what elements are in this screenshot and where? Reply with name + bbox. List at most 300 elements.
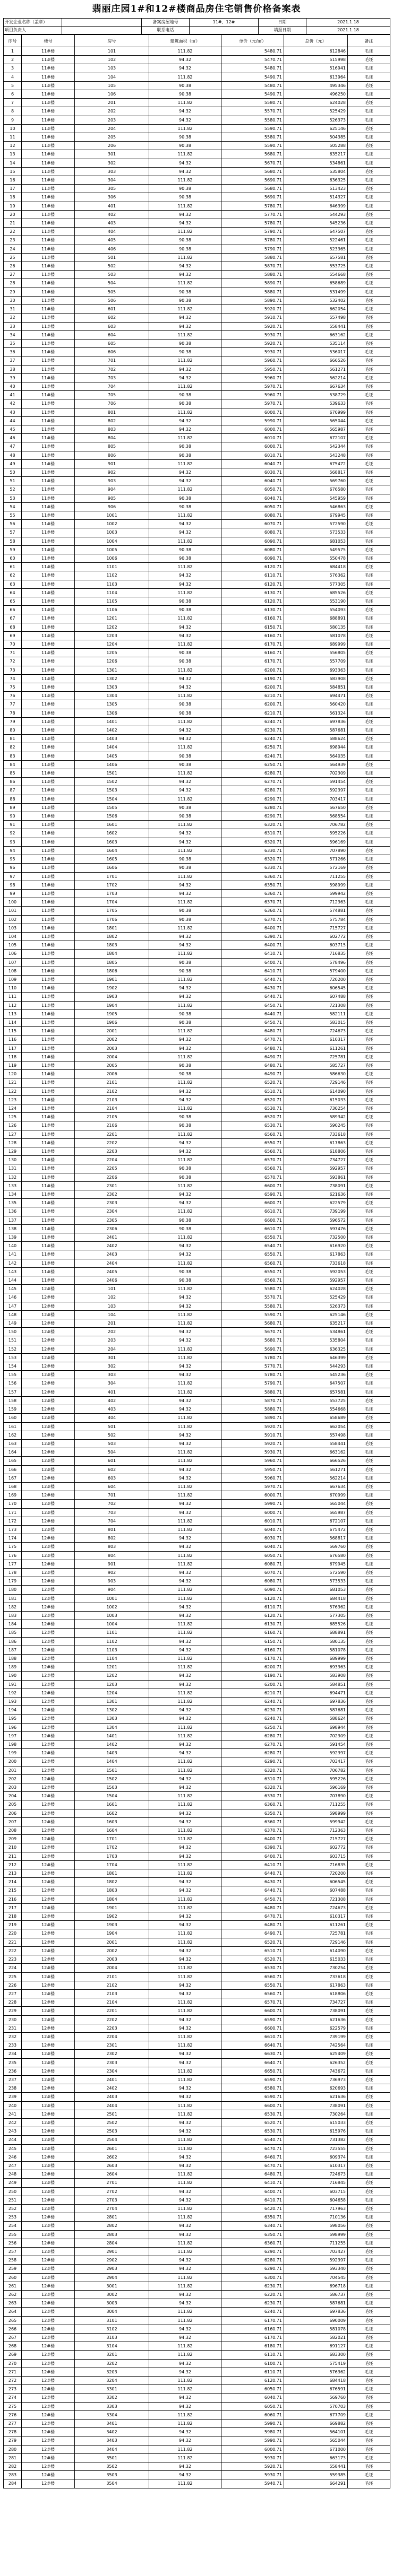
cell-room: 2001 <box>75 1027 149 1035</box>
cell-note: 毛坯 <box>348 1689 390 1697</box>
cell-building: 11#楼 <box>22 245 75 253</box>
cell-seq: 29 <box>4 288 22 296</box>
cell-room: 2401 <box>75 1233 149 1242</box>
cell-price: 6400.71 <box>221 924 284 932</box>
cell-building: 12#楼 <box>22 1336 75 1345</box>
cell-building: 11#楼 <box>22 279 75 288</box>
cell-seq: 129 <box>4 1147 22 1156</box>
cell-area: 111.82 <box>149 2032 221 2041</box>
cell-room: 2306 <box>75 1224 149 1233</box>
cell-area: 111.82 <box>149 588 221 597</box>
cell-seq: 117 <box>4 1044 22 1052</box>
cell-price: 5890.71 <box>221 1414 284 1422</box>
table-row <box>4 1018 390 1026</box>
cell-note: 毛坯 <box>348 795 390 803</box>
cell-price: 6480.71 <box>221 1921 284 1929</box>
cell-area: 94.32 <box>149 1878 221 1886</box>
cell-price: 6310.71 <box>221 1774 284 1783</box>
cell-seq: 44 <box>4 416 22 425</box>
cell-price: 6520.71 <box>221 1938 284 1946</box>
table-row <box>4 1766 390 1774</box>
cell-note: 毛坯 <box>348 1353 390 1362</box>
table-row <box>4 1267 390 1276</box>
cell-total: 599942 <box>284 1817 348 1826</box>
cell-area: 111.82 <box>149 640 221 649</box>
cell-room: 1701 <box>75 872 149 881</box>
table-row <box>4 717 390 726</box>
cell-note: 毛坯 <box>348 1886 390 1895</box>
cell-building: 11#楼 <box>22 760 75 769</box>
table-row <box>4 2342 390 2351</box>
table-row <box>4 1698 390 1706</box>
cell-note: 毛坯 <box>348 1766 390 1774</box>
cell-area: 111.82 <box>149 1586 221 1594</box>
cell-seq: 269 <box>4 2351 22 2359</box>
cell-building: 11#楼 <box>22 1147 75 1156</box>
cell-total: 614090 <box>284 1087 348 1095</box>
cell-price: 6080.71 <box>221 1560 284 1568</box>
cell-area: 111.82 <box>149 1027 221 1035</box>
table-row <box>4 743 390 752</box>
cell-area: 111.82 <box>149 1233 221 1242</box>
cell-total: 610317 <box>284 1035 348 1044</box>
cell-building: 11#楼 <box>22 236 75 245</box>
cell-price: 6300.71 <box>221 2273 284 2282</box>
cell-building: 12#楼 <box>22 1560 75 1568</box>
cell-note: 毛坯 <box>348 520 390 528</box>
cell-note: 毛坯 <box>348 322 390 330</box>
cell-note: 毛坯 <box>348 1757 390 1766</box>
cell-building: 12#楼 <box>22 1938 75 1946</box>
cell-area: 90.38 <box>149 399 221 408</box>
cell-note: 毛坯 <box>348 1525 390 1534</box>
cell-area: 111.82 <box>149 1422 221 1431</box>
table-row <box>4 1319 390 1328</box>
cell-note: 毛坯 <box>348 640 390 649</box>
cell-building: 11#楼 <box>22 262 75 271</box>
cell-room: 3204 <box>75 2377 149 2385</box>
table-row <box>4 2093 390 2101</box>
table-row <box>4 305 390 314</box>
cell-area: 111.82 <box>149 1078 221 1087</box>
table-row <box>4 193 390 202</box>
cell-seq: 106 <box>4 950 22 958</box>
cell-area: 94.32 <box>149 2153 221 2161</box>
table-row <box>4 563 390 571</box>
table-row <box>4 786 390 795</box>
cell-total: 620693 <box>284 2084 348 2093</box>
cell-price: 6600.71 <box>221 2101 284 2110</box>
cell-note: 毛坯 <box>348 1319 390 1328</box>
cell-area: 94.32 <box>149 829 221 838</box>
cell-total: 670999 <box>284 1491 348 1500</box>
cell-note: 毛坯 <box>348 1207 390 1216</box>
table-row <box>4 399 390 408</box>
cell-seq: 12 <box>4 142 22 150</box>
cell-total: 635217 <box>284 1319 348 1328</box>
cell-total: 532402 <box>284 296 348 304</box>
cell-total: 662054 <box>284 305 348 314</box>
cell-total: 597476 <box>284 1224 348 1233</box>
cell-price: 6540.71 <box>221 2136 284 2144</box>
cell-building: 12#楼 <box>22 2256 75 2265</box>
cell-building: 12#楼 <box>22 1972 75 1981</box>
table-row <box>4 1362 390 1371</box>
cell-room: 1204 <box>75 1689 149 1697</box>
cell-room: 1501 <box>75 769 149 778</box>
cell-price: 6200.71 <box>221 1680 284 1689</box>
cell-price: 6160.71 <box>221 614 284 623</box>
cell-seq: 155 <box>4 1371 22 1379</box>
cell-room: 1003 <box>75 1611 149 1620</box>
cell-area: 94.32 <box>149 1293 221 1302</box>
cell-building: 12#楼 <box>22 2410 75 2419</box>
cell-building: 12#楼 <box>22 1388 75 1396</box>
cell-building: 12#楼 <box>22 1757 75 1766</box>
cell-note: 毛坯 <box>348 1800 390 1809</box>
cell-price: 5880.71 <box>221 1405 284 1414</box>
cell-seq: 69 <box>4 631 22 640</box>
cell-price: 6390.71 <box>221 1843 284 1852</box>
cell-building: 12#楼 <box>22 2239 75 2247</box>
cell-building: 12#楼 <box>22 1482 75 1491</box>
cell-seq: 180 <box>4 1586 22 1594</box>
cell-note: 毛坯 <box>348 545 390 554</box>
cell-building: 11#楼 <box>22 889 75 898</box>
cell-seq: 201 <box>4 1766 22 1774</box>
cell-note: 毛坯 <box>348 743 390 752</box>
cell-total: 743672 <box>284 2067 348 2075</box>
cell-seq: 107 <box>4 958 22 967</box>
cell-area: 111.82 <box>149 2273 221 2282</box>
cell-room: 2003 <box>75 1955 149 1964</box>
cell-room: 2406 <box>75 1276 149 1285</box>
cell-price: 5780.71 <box>221 219 284 228</box>
table-row <box>4 545 390 554</box>
cell-room: 701 <box>75 356 149 365</box>
cell-note: 毛坯 <box>348 1826 390 1835</box>
cell-building: 12#楼 <box>22 2187 75 2196</box>
cell-building: 11#楼 <box>22 631 75 640</box>
cell-seq: 87 <box>4 786 22 795</box>
cell-price: 5690.71 <box>221 193 284 202</box>
cell-seq: 32 <box>4 314 22 322</box>
cell-note: 毛坯 <box>348 666 390 674</box>
cell-total: 553190 <box>284 597 348 606</box>
cell-total: 588624 <box>284 735 348 743</box>
table-row <box>4 657 390 666</box>
cell-total: 578496 <box>284 958 348 967</box>
cell-building: 11#楼 <box>22 1199 75 1207</box>
cell-room: 1303 <box>75 1715 149 1723</box>
cell-building: 12#楼 <box>22 1749 75 1757</box>
cell-seq: 101 <box>4 907 22 915</box>
cell-room: 1105 <box>75 597 149 606</box>
cell-building: 11#楼 <box>22 107 75 116</box>
cell-seq: 104 <box>4 932 22 941</box>
cell-seq: 233 <box>4 2041 22 2050</box>
cell-price: 5920.71 <box>221 1422 284 1431</box>
cell-area: 94.32 <box>149 2299 221 2308</box>
cell-note: 毛坯 <box>348 1224 390 1233</box>
cell-total: 592397 <box>284 786 348 795</box>
cell-note: 毛坯 <box>348 649 390 657</box>
cell-total: 599942 <box>284 889 348 898</box>
cell-area: 94.32 <box>149 932 221 941</box>
cell-building: 11#楼 <box>22 1121 75 1130</box>
cell-note: 毛坯 <box>348 1620 390 1629</box>
table-row <box>4 1852 390 1860</box>
cell-seq: 202 <box>4 1774 22 1783</box>
cell-seq: 143 <box>4 1267 22 1276</box>
cell-note: 毛坯 <box>348 1362 390 1371</box>
cell-note: 毛坯 <box>348 1044 390 1052</box>
table-row <box>4 1052 390 1061</box>
cell-room: 1005 <box>75 545 149 554</box>
table-row <box>4 2136 390 2144</box>
table-row <box>4 597 390 606</box>
cell-note: 毛坯 <box>348 769 390 778</box>
cell-price: 5950.71 <box>221 365 284 373</box>
cell-room: 1405 <box>75 752 149 760</box>
cell-note: 毛坯 <box>348 1113 390 1121</box>
table-row <box>4 674 390 683</box>
cell-price: 6120.71 <box>221 580 284 588</box>
cell-area: 90.38 <box>149 1070 221 1078</box>
table-row <box>4 803 390 812</box>
cell-area: 111.82 <box>149 150 221 159</box>
cell-room: 1903 <box>75 1921 149 1929</box>
cell-note: 毛坯 <box>348 1903 390 1912</box>
cell-area: 90.38 <box>149 90 221 99</box>
table-row <box>4 821 390 829</box>
cell-note: 毛坯 <box>348 1285 390 1293</box>
cell-room: 1603 <box>75 1817 149 1826</box>
table-row <box>4 1336 390 1345</box>
cell-building: 11#楼 <box>22 614 75 623</box>
cell-total: 624028 <box>284 1285 348 1293</box>
cell-note: 毛坯 <box>348 975 390 984</box>
table-row <box>4 2445 390 2453</box>
cell-building: 12#楼 <box>22 1698 75 1706</box>
cell-price: 5470.71 <box>221 56 284 64</box>
table-row <box>4 1061 390 1069</box>
table-row <box>4 1491 390 1500</box>
cell-price: 6550.71 <box>221 1981 284 1989</box>
cell-room: 1602 <box>75 829 149 838</box>
cell-area: 90.38 <box>149 1224 221 1233</box>
table-row <box>4 1568 390 1577</box>
cell-building: 12#楼 <box>22 2170 75 2179</box>
cell-area: 94.32 <box>149 2118 221 2127</box>
table-row <box>4 1250 390 1259</box>
cell-total: 626352 <box>284 2058 348 2067</box>
table-row <box>4 1938 390 1946</box>
cell-room: 1301 <box>75 666 149 674</box>
cell-note: 毛坯 <box>348 1577 390 1586</box>
cell-building: 12#楼 <box>22 2351 75 2359</box>
cell-note: 毛坯 <box>348 2462 390 2471</box>
cell-note: 毛坯 <box>348 2110 390 2118</box>
cell-area: 90.38 <box>149 1061 221 1069</box>
cell-seq: 196 <box>4 1723 22 1731</box>
cell-seq: 252 <box>4 2204 22 2213</box>
cell-room: 1401 <box>75 1731 149 1740</box>
cell-seq: 21 <box>4 219 22 228</box>
cell-total: 559385 <box>284 2471 348 2479</box>
cell-area: 111.82 <box>149 176 221 185</box>
cell-building: 12#楼 <box>22 2471 75 2479</box>
cell-room: 1004 <box>75 537 149 545</box>
cell-room: 804 <box>75 1551 149 1560</box>
cell-seq: 226 <box>4 1981 22 1989</box>
cell-area: 90.38 <box>149 288 221 296</box>
cell-building: 11#楼 <box>22 958 75 967</box>
cell-building: 12#楼 <box>22 1723 75 1731</box>
table-row <box>4 889 390 898</box>
cell-total: 684418 <box>284 2377 348 2385</box>
cell-price: 6010.71 <box>221 1517 284 1525</box>
cell-area: 90.38 <box>149 1164 221 1173</box>
cell-room: 2902 <box>75 2256 149 2265</box>
contact-label: 项目负责人 <box>4 27 62 34</box>
cell-total: 513423 <box>284 185 348 193</box>
cell-price: 6170.71 <box>221 640 284 649</box>
cell-room: 2502 <box>75 2118 149 2127</box>
cell-area: 111.82 <box>149 1938 221 1946</box>
cell-total: 544293 <box>284 210 348 219</box>
table-row <box>4 330 390 339</box>
cell-price: 5680.71 <box>221 167 284 176</box>
table-row <box>4 1233 390 1242</box>
cell-room: 3403 <box>75 2436 149 2445</box>
cell-note: 毛坯 <box>348 674 390 683</box>
cell-area: 94.32 <box>149 219 221 228</box>
cell-seq: 99 <box>4 889 22 898</box>
cell-building: 11#楼 <box>22 803 75 812</box>
cell-area: 111.82 <box>149 1482 221 1491</box>
header-building: 楼号 <box>22 35 75 47</box>
cell-note: 毛坯 <box>348 1061 390 1069</box>
cell-total: 534861 <box>284 159 348 167</box>
cell-total: 742564 <box>284 2041 348 2050</box>
table-row <box>4 502 390 511</box>
cell-seq: 229 <box>4 2007 22 2015</box>
cell-building: 11#楼 <box>22 494 75 502</box>
cell-price: 5960.71 <box>221 356 284 365</box>
table-row <box>4 2453 390 2462</box>
cell-building: 11#楼 <box>22 709 75 717</box>
cell-total: 689999 <box>284 1654 348 1663</box>
cell-price: 6170.71 <box>221 2316 284 2325</box>
cell-price: 5960.71 <box>221 373 284 382</box>
cell-note: 毛坯 <box>348 2445 390 2453</box>
cell-total: 704545 <box>284 2273 348 2282</box>
cell-area: 111.82 <box>149 821 221 829</box>
cell-price: 6050.71 <box>221 485 284 494</box>
cell-building: 12#楼 <box>22 1328 75 1336</box>
cell-price: 5910.71 <box>221 314 284 322</box>
cell-area: 94.32 <box>149 726 221 735</box>
cell-note: 毛坯 <box>348 271 390 279</box>
cell-building: 12#楼 <box>22 1379 75 1388</box>
cell-building: 12#楼 <box>22 2075 75 2084</box>
cell-room: 2405 <box>75 1267 149 1276</box>
table-row <box>4 760 390 769</box>
cell-room: 2104 <box>75 1998 149 2007</box>
cell-area: 111.82 <box>149 1629 221 1637</box>
cell-total: 672107 <box>284 434 348 442</box>
table-row <box>4 2436 390 2445</box>
cell-room: 801 <box>75 1525 149 1534</box>
cell-note: 毛坯 <box>348 2127 390 2136</box>
table-row <box>4 2084 390 2093</box>
cell-building: 12#楼 <box>22 1860 75 1869</box>
cell-note: 毛坯 <box>348 150 390 159</box>
cell-room: 2203 <box>75 1147 149 1156</box>
cell-room: 2001 <box>75 1938 149 1946</box>
cell-price: 6520.71 <box>221 1078 284 1087</box>
cell-total: 685526 <box>284 1620 348 1629</box>
cell-area: 94.32 <box>149 1817 221 1826</box>
cell-area: 94.32 <box>149 107 221 116</box>
cell-room: 704 <box>75 382 149 390</box>
cell-seq: 130 <box>4 1156 22 1164</box>
cell-area: 94.32 <box>149 1989 221 1998</box>
cell-seq: 145 <box>4 1285 22 1293</box>
cell-note: 毛坯 <box>348 1095 390 1104</box>
cell-total: 602772 <box>284 1843 348 1852</box>
cell-room: 504 <box>75 1448 149 1457</box>
cell-building: 11#楼 <box>22 1052 75 1061</box>
cell-total: 667634 <box>284 382 348 390</box>
table-row <box>4 434 390 442</box>
cell-total: 646399 <box>284 1353 348 1362</box>
table-row <box>4 133 390 142</box>
cell-price: 5580.71 <box>221 99 284 107</box>
cell-room: 3202 <box>75 2359 149 2368</box>
table-row <box>4 1629 390 1637</box>
cell-total: 543248 <box>284 451 348 459</box>
cell-note: 毛坯 <box>348 812 390 821</box>
cell-price: 6240.71 <box>221 752 284 760</box>
cell-seq: 204 <box>4 1792 22 1800</box>
cell-room: 202 <box>75 1328 149 1336</box>
cell-price: 6440.71 <box>221 1009 284 1018</box>
cell-building: 12#楼 <box>22 2015 75 2024</box>
cell-building: 11#楼 <box>22 1104 75 1112</box>
cell-price: 5480.71 <box>221 64 284 73</box>
cell-area: 111.82 <box>149 743 221 752</box>
table-row <box>4 520 390 528</box>
table-row <box>4 1113 390 1121</box>
cell-building: 11#楼 <box>22 821 75 829</box>
cell-price: 6000.71 <box>221 2445 284 2453</box>
cell-total: 553725 <box>284 262 348 271</box>
cell-price: 6220.71 <box>221 2291 284 2299</box>
cell-building: 12#楼 <box>22 2024 75 2032</box>
cell-seq: 30 <box>4 296 22 304</box>
cell-building: 12#楼 <box>22 1465 75 1474</box>
cell-area: 94.32 <box>149 1603 221 1611</box>
cell-room: 506 <box>75 296 149 304</box>
cell-price: 5920.71 <box>221 1439 284 1448</box>
cell-room: 1702 <box>75 1843 149 1852</box>
cell-room: 2105 <box>75 1113 149 1121</box>
table-row <box>4 2273 390 2282</box>
cell-total: 574881 <box>284 907 348 915</box>
table-row <box>4 339 390 347</box>
